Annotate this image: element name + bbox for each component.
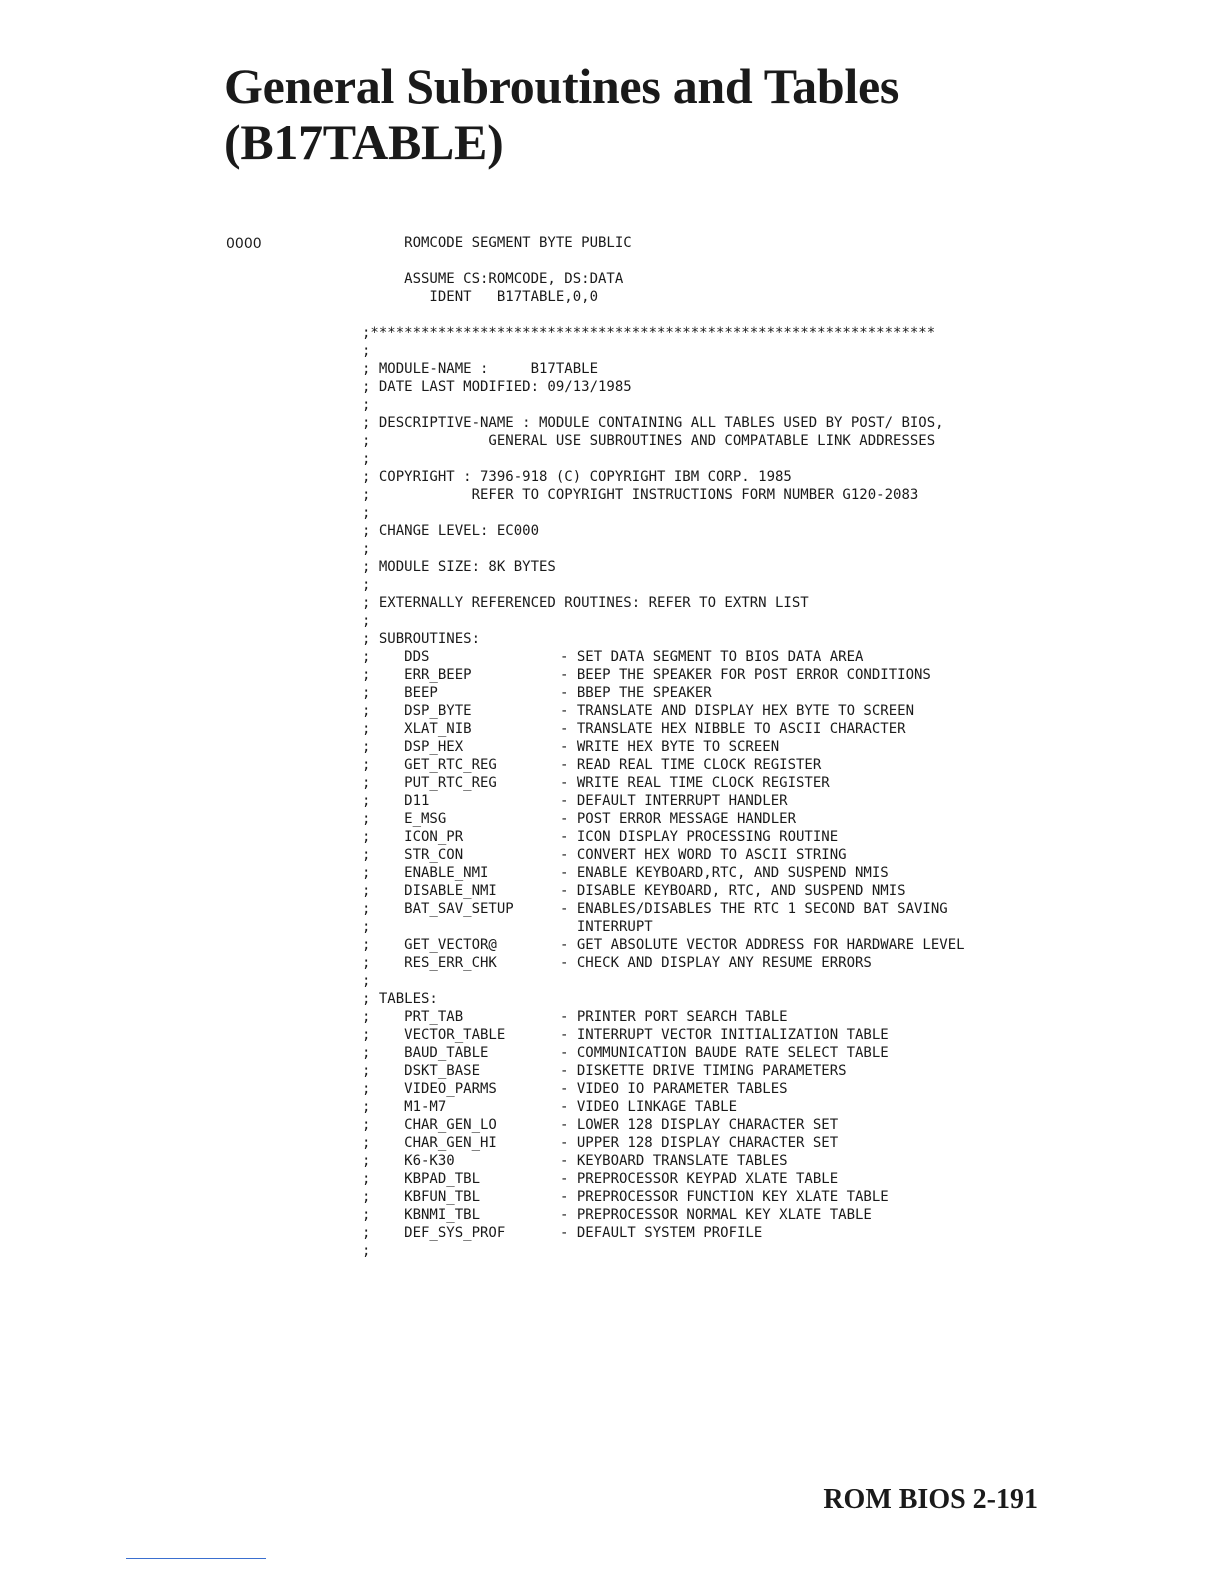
code-description: - DISKETTE DRIVE TIMING PARAMETERS [560, 1063, 847, 1079]
code-line: ; [362, 397, 371, 413]
code-description [560, 990, 965, 1008]
code-line: ;******************************************************************* [362, 325, 936, 341]
code-line: ; ENABLE_NMI [362, 865, 489, 881]
code-description: - PRINTER PORT SEARCH TABLE [560, 1009, 788, 1025]
code-description [560, 468, 965, 486]
code-line: ; [362, 973, 371, 989]
code-line: ; VIDEO_PARMS [362, 1081, 497, 1097]
code-description: - BEEP THE SPEAKER FOR POST ERROR CONDITIONS [560, 667, 931, 683]
code-description [560, 630, 965, 648]
code-description [560, 378, 965, 396]
code-description [560, 1242, 965, 1260]
code-line: ; GET_RTC_REG [362, 757, 497, 773]
code-line: ; CHAR_GEN_HI [362, 1135, 497, 1151]
code-line: ; DSP_HEX [362, 739, 464, 755]
code-line: ; DDS [362, 649, 430, 665]
code-line: ; XLAT_NIB [362, 721, 472, 737]
code-line: ; KBPAD_TBL [362, 1171, 481, 1187]
code-description: - TRANSLATE HEX NIBBLE TO ASCII CHARACTER [560, 721, 906, 737]
code-line: ; BEEP [362, 685, 438, 701]
code-description [560, 594, 965, 612]
code-line: ; SUBROUTINES: [362, 631, 481, 647]
code-description: - READ REAL TIME CLOCK REGISTER [560, 757, 822, 773]
code-line: ; [362, 919, 371, 935]
code-description [560, 306, 965, 324]
code-line: ; K6-K30 [362, 1153, 455, 1169]
code-description [560, 396, 965, 414]
page-title [224, 58, 899, 170]
title-line-2: (B17TABLE) [224, 114, 504, 170]
code-description: - BBEP THE SPEAKER [560, 685, 712, 701]
code-description [560, 414, 965, 432]
code-description: - LOWER 128 DISPLAY CHARACTER SET [560, 1117, 839, 1133]
page-footer: ROM BIOS 2-191 [823, 1484, 1038, 1515]
code-line: ; [362, 343, 371, 359]
code-description [560, 270, 965, 288]
address-offset: 0000 [226, 236, 262, 252]
code-line: ; VECTOR_TABLE [362, 1027, 506, 1043]
code-line: ; DSKT_BASE [362, 1063, 481, 1079]
code-line: ; PUT_RTC_REG [362, 775, 497, 791]
code-description: - GET ABSOLUTE VECTOR ADDRESS FOR HARDWARE LEVEL [560, 937, 965, 953]
code-line: ; M1-M7 [362, 1099, 447, 1115]
code-description [560, 576, 965, 594]
code-line: ; [362, 1243, 371, 1259]
code-description [560, 450, 965, 468]
code-description: - UPPER 128 DISPLAY CHARACTER SET [560, 1135, 839, 1151]
code-line: ; KBNMI_TBL [362, 1207, 481, 1223]
code-line: ASSUME CS:ROMCODE, DS:DATA [362, 271, 624, 287]
code-line: ; COPYRIGHT : 7396-918 (C) COPYRIGHT IBM CORP. 1985 [362, 469, 792, 485]
code-line: ; DATE LAST MODIFIED: 09/13/1985 [362, 379, 632, 395]
code-description: - TRANSLATE AND DISPLAY HEX BYTE TO SCREEN [560, 703, 915, 719]
code-line: ; KBFUN_TBL [362, 1189, 481, 1205]
code-description: - PREPROCESSOR NORMAL KEY XLATE TABLE [560, 1207, 872, 1223]
code-description: - SET DATA SEGMENT TO BIOS DATA AREA [560, 649, 864, 665]
code-description [560, 234, 965, 252]
code-description [560, 432, 965, 450]
code-description [560, 342, 965, 360]
code-description: - PREPROCESSOR KEYPAD XLATE TABLE [560, 1171, 839, 1187]
code-line: ; D11 [362, 793, 430, 809]
code-description [560, 288, 965, 306]
code-line: ; GET_VECTOR@ [362, 937, 497, 953]
code-line: ; DSP_BYTE [362, 703, 472, 719]
code-listing-descriptions [560, 234, 965, 1260]
code-line: ; EXTERNALLY REFERENCED ROUTINES: REFER TO EXTRN LIST [362, 595, 809, 611]
code-description: - PREPROCESSOR FUNCTION KEY XLATE TABLE [560, 1189, 889, 1205]
code-description: - CHECK AND DISPLAY ANY RESUME ERRORS [560, 955, 872, 971]
code-description: - POST ERROR MESSAGE HANDLER [560, 811, 797, 827]
code-description: - DEFAULT SYSTEM PROFILE [560, 1225, 763, 1241]
code-description [560, 558, 965, 576]
code-description [560, 612, 965, 630]
code-line: ; BAUD_TABLE [362, 1045, 489, 1061]
code-description [560, 360, 965, 378]
code-line: IDENT B17TABLE,0,0 [362, 289, 599, 305]
code-line: ; CHAR_GEN_LO [362, 1117, 497, 1133]
code-line: ; DISABLE_NMI [362, 883, 497, 899]
code-description [560, 540, 965, 558]
code-line: ; PRT_TAB [362, 1009, 464, 1025]
code-line: ; [362, 613, 371, 629]
code-line: ; E_MSG [362, 811, 447, 827]
footer-rule [126, 1558, 266, 1559]
code-description [560, 522, 965, 540]
code-line: ; DESCRIPTIVE-NAME : MODULE CONTAINING ALL TABLES USED BY POST/ BIOS, [362, 415, 944, 431]
code-description [560, 972, 965, 990]
code-line: ; [362, 505, 371, 521]
code-line: ; GENERAL USE SUBROUTINES AND COMPATABLE LINK ADDRESSES [362, 433, 936, 449]
code-line: ; [362, 577, 371, 593]
code-description: - VIDEO IO PARAMETER TABLES [560, 1081, 788, 1097]
code-line: ; REFER TO COPYRIGHT INSTRUCTIONS FORM NUMBER G120-2083 [362, 487, 919, 503]
code-line: ROMCODE SEGMENT BYTE PUBLIC [362, 235, 632, 251]
code-description [560, 252, 965, 270]
code-line: ; CHANGE LEVEL: EC000 [362, 523, 540, 539]
code-line: ; MODULE-NAME : B17TABLE [362, 361, 599, 377]
code-line: ; ERR_BEEP [362, 667, 472, 683]
code-line: ; [362, 541, 371, 557]
code-description: - CONVERT HEX WORD TO ASCII STRING [560, 847, 847, 863]
code-description: - ENABLES/DISABLES THE RTC 1 SECOND BAT SAVING [560, 901, 948, 917]
code-description: - DISABLE KEYBOARD, RTC, AND SUSPEND NMIS [560, 883, 906, 899]
code-description: - ICON DISPLAY PROCESSING ROUTINE [560, 829, 839, 845]
code-description: - WRITE REAL TIME CLOCK REGISTER [560, 775, 830, 791]
code-description: - INTERRUPT VECTOR INITIALIZATION TABLE [560, 1027, 889, 1043]
code-line: ; STR_CON [362, 847, 464, 863]
code-description: - DEFAULT INTERRUPT HANDLER [560, 793, 788, 809]
code-line: ; [362, 451, 371, 467]
code-line: ; RES_ERR_CHK [362, 955, 497, 971]
code-description [560, 324, 965, 342]
code-description: INTERRUPT [560, 919, 653, 935]
code-line: ; DEF_SYS_PROF [362, 1225, 506, 1241]
code-line: ; TABLES: [362, 991, 438, 1007]
code-description: - VIDEO LINKAGE TABLE [560, 1099, 738, 1115]
code-description: - COMMUNICATION BAUDE RATE SELECT TABLE [560, 1045, 889, 1061]
code-line: ; ICON_PR [362, 829, 464, 845]
code-description: - WRITE HEX BYTE TO SCREEN [560, 739, 780, 755]
code-description [560, 486, 965, 504]
code-description: - KEYBOARD TRANSLATE TABLES [560, 1153, 788, 1169]
title-line-1: General Subroutines and Tables [224, 58, 900, 114]
code-line: ; BAT_SAV_SETUP [362, 901, 514, 917]
code-line: ; MODULE SIZE: 8K BYTES [362, 559, 556, 575]
code-description: - ENABLE KEYBOARD,RTC, AND SUSPEND NMIS [560, 865, 889, 881]
code-description [560, 504, 965, 522]
